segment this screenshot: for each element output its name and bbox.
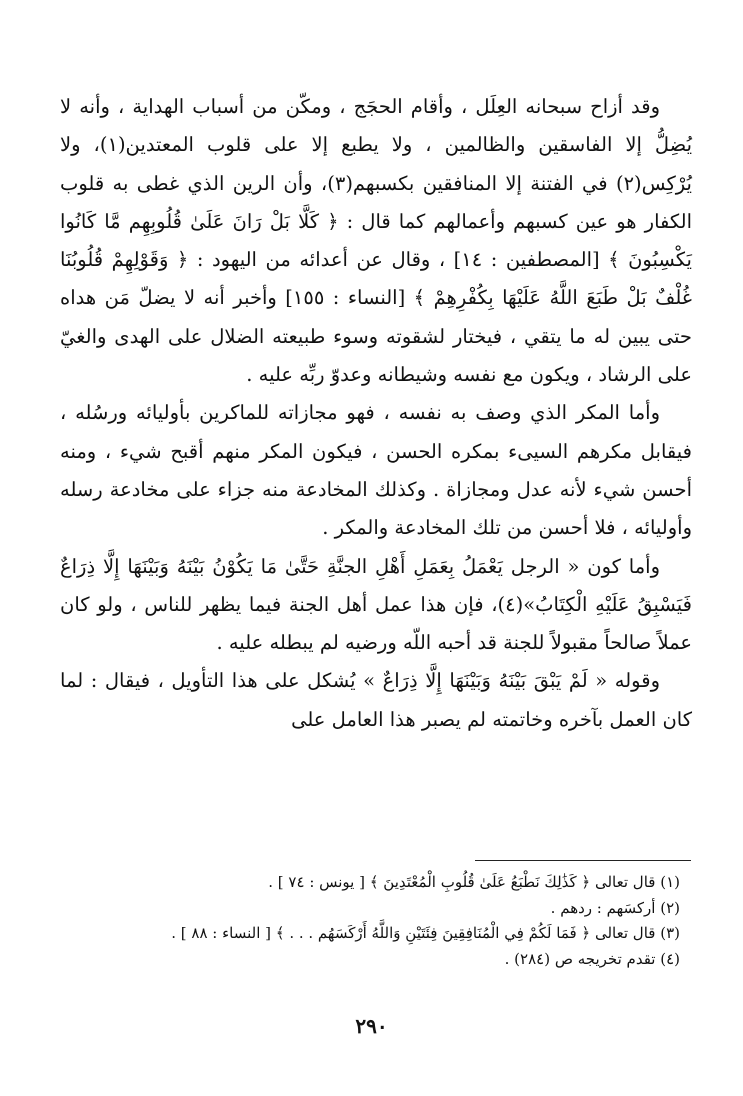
footnotes (60, 870, 680, 972)
paragraph-1: وقد أزاح سبحانه العِلَل ، وأقام الحجَج ، ومكّن من أسباب الهداية ، وأنه لا يُضِلُّ إلا الفاسقين والظالمين ، ولا يطبع إلا على قلوب المعتدين(١)، ولا يُرْكِس(٢) في الفتنة إلا المنافقين بكسبهم(٣)، وأن الرين الذي غطى به قلوب الكفار هو عين كسبهم وأعمالهم كما قال : ﴿ كَلَّا بَلْ رَانَ عَلَىٰ قُلُوبِهِم مَّا كَانُوا يَكْسِبُونَ ﴾ [المصطفين : ١٤] ، وقال عن أعدائه من اليهود : ﴿ وَقَوْلِهِمْ قُلُوبُنَا غُلْفٌ بَلْ طَبَعَ اللَّهُ عَلَيْهَا بِكُفْرِهِمْ ﴾ [النساء : ١٥٥] وأخبر أنه لا يضلّ مَن هداه حتى يبين له ما يتقي ، فيختار لشقوته وسوء طبيعته الضلال على الهدى والغيّ على الرشاد ، ويكون مع نفسه وشيطانه وعدوّ ربِّه عليه . (60, 95, 693, 387)
footnote-3: (٣) قال تعالى ﴿ فَمَا لَكُمْ فِي الْمُنَافِقِينَ فِئَتَيْنِ وَاللَّهُ أَرْكَسَهُم . . . ﴾ [ النساء : ٨٨ ] . (171, 924, 680, 942)
footnote-separator (475, 860, 691, 861)
footnote-4: (٤) تقدم تخريجه ص (٢٨٤) . (504, 949, 680, 968)
main-text (60, 88, 692, 739)
footnote-2: (٢) أركسَهم : ردهم . (550, 898, 680, 917)
page-number: ٢٩٠ (355, 1014, 388, 1038)
footnote-1: (١) قال تعالى ﴿ كَذَٰلِكَ نَطْبَعُ عَلَىٰ قُلُوبِ الْمُعْتَدِينَ ﴾ [ يونس : ٧٤ ] . (268, 873, 680, 891)
paragraph-2: وأما المكر الذي وصف به نفسه ، فهو مجازاته للماكرين بأوليائه ورسُله ، فيقابل مكرهم السيىء بمكره الحسن ، فيكون المكر منهم أقبح شيء ، ومنه أحسن شيء لأنه عدل ومجازاة . وكذلك المخادعة منه جزاء على مخادعة رسله وأوليائه ، فلا أحسن من تلك المخادعة والمكر . (60, 401, 692, 540)
paragraph-3: وأما كون « الرجل يَعْمَلُ بِعَمَلِ أَهْلِ الجنَّةِ حَتَّىٰ مَا يَكُوْنُ بَيْنَهُ وَبَيْنَهَا إِلَّا ذِرَاعٌ فَيَسْبِقُ عَلَيْهِ الْكِتَابُ»(٤)، فإن هذا عمل أهل الجنة فيما يظهر للناس ، ولو كان عملاً صالحاً مقبولاً للجنة قد أحبه اللّه ورضيه لم يبطله عليه . (60, 554, 692, 655)
paragraph-4: وقوله « لَمْ يَبْقَ بَيْنَهُ وَبَيْنَهَا إِلَّا ذِرَاعٌ » يُشكل على هذا التأويل ، فيقال : لما كان العمل بآخره وخاتمته لم يصبر هذا العامل على (60, 669, 692, 731)
